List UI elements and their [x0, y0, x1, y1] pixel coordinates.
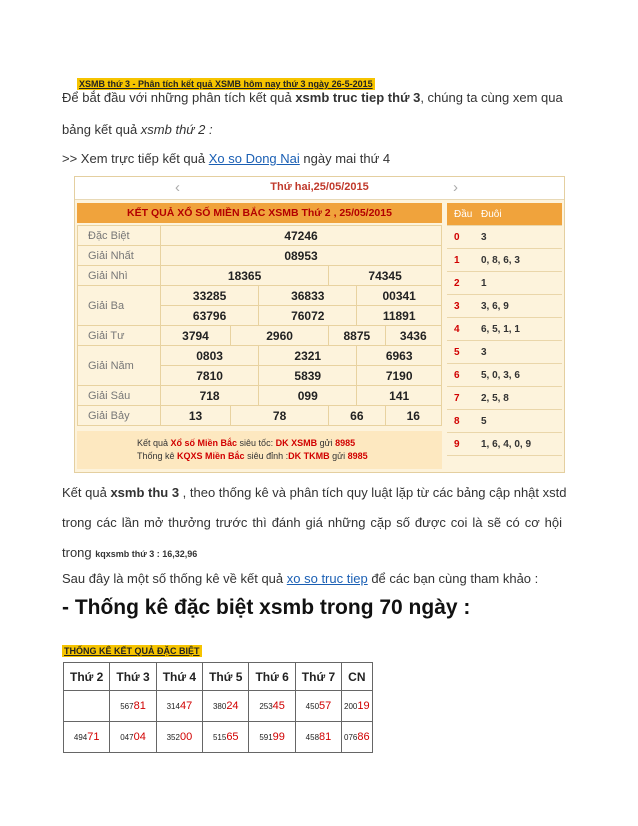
stats-heading: - Thống kê đặc biệt xsmb trong 70 ngày : [62, 596, 471, 619]
stats-header-cell: Thứ 3 [110, 663, 156, 691]
head-tail-table [447, 203, 562, 456]
third-prize: 11891 [357, 306, 442, 326]
head-tail-panel [447, 203, 562, 456]
row-giai-tu [78, 326, 442, 346]
head-digit: 6 [447, 364, 474, 387]
head-tail-row [447, 226, 562, 249]
stats-header-cell: Thứ 4 [156, 663, 202, 691]
first-prize: 08953 [161, 246, 442, 266]
result-text-2: trong các lần mở thưởng trước thì đánh giá những cặp số được coi là sẽ có cơ hội [62, 515, 562, 530]
footer-text: Kết quả [137, 438, 171, 448]
stats-label-text: THỐNG KÊ KẾT QUẢ ĐẶC BIỆT [64, 646, 200, 656]
stats-cell-prefix: 515 [212, 733, 227, 742]
row-giai-sau [78, 386, 442, 406]
stats-cell-prefix: 253 [259, 702, 273, 711]
watch-text: >> Xem trực tiếp kết quả [62, 151, 209, 166]
special-prize: 47246 [161, 226, 442, 246]
label-giai-nhat: Giải Nhất [78, 246, 161, 266]
stats-intro-text: Sau đây là một số thống kê về kết quả [62, 571, 287, 586]
fifth-prize: 7810 [161, 366, 259, 386]
intro-keyword: xsmb truc tiep thứ 3 [295, 90, 421, 105]
stats-cell [110, 691, 156, 722]
footer-text: gửi [329, 451, 348, 461]
stats-cell [156, 691, 202, 722]
result-text: Kết quả [62, 485, 111, 500]
stats-cell-tail: 24 [226, 700, 239, 712]
results-footer [77, 431, 442, 469]
fourth-prize: 3436 [385, 326, 441, 346]
stats-cell-tail: 81 [319, 731, 332, 743]
row-dac-biet [78, 226, 442, 246]
footer-number: 8985 [347, 451, 368, 461]
stats-cell-tail: 71 [87, 731, 100, 743]
intro2-text: bảng kết quả [62, 122, 141, 137]
stats-cell [64, 722, 110, 753]
article-title-text[interactable]: XSMB thứ 3 - Phân tích kết quả XSMB hôm nay thứ 3 ngày 26-5-2015 [79, 79, 373, 89]
footer-number: 8985 [335, 438, 356, 448]
stats-cell [64, 691, 110, 722]
intro2-italic: xsmb thứ 2 : [140, 122, 213, 137]
stats-cell-tail: 04 [133, 731, 146, 743]
fourth-prize: 3794 [161, 326, 231, 346]
stats-header-cell: Thứ 2 [64, 663, 110, 691]
stats-cell-prefix: 458 [305, 733, 320, 742]
result-text-end: , theo thống kê và phân tích quy luật lặp từ các bảng cập nhật xstd [179, 485, 567, 500]
footer-brand: KQXS Miền Bắc [177, 451, 245, 461]
head-tail-row [447, 387, 562, 410]
label-dac-biet: Đặc Biệt [78, 226, 161, 246]
stats-label [62, 641, 202, 659]
stats-header-cell: CN [342, 663, 372, 691]
tail-digits: 1, 6, 4, 0, 9 [474, 433, 562, 456]
stats-cell [203, 722, 249, 753]
xo-so-truc-tiep-link[interactable]: xo so truc tiep [286, 571, 368, 586]
row-giai-nhi [78, 266, 442, 286]
stats-cell-prefix: 494 [73, 733, 88, 742]
seventh-prize: 78 [230, 406, 328, 426]
stats-header-cell: Thứ 5 [203, 663, 249, 691]
results-image [74, 176, 565, 473]
stats-cell-tail: 19 [357, 700, 370, 712]
stats-cell-prefix: 047 [120, 733, 134, 742]
stats-header-cell: Thứ 7 [295, 663, 341, 691]
second-prize: 18365 [161, 266, 329, 286]
header-duoi: Đuôi [474, 203, 562, 226]
head-tail-row [447, 318, 562, 341]
third-prize: 76072 [259, 306, 357, 326]
row-giai-bay [78, 406, 442, 426]
head-digit: 2 [447, 272, 474, 295]
stats-cell [110, 722, 156, 753]
head-digit: 1 [447, 249, 474, 272]
stats-cell [203, 691, 249, 722]
tail-digits: 0, 8, 6, 3 [474, 249, 562, 272]
result-line-1 [62, 485, 566, 500]
head-tail-row [447, 341, 562, 364]
stats-cell-tail: 81 [133, 700, 146, 712]
footer-text: Thống kê [137, 451, 178, 461]
predicted-numbers: kqxsmb thứ 3 : 16,32,96 [95, 549, 198, 559]
footer-brand: Xổ số Miền Bắc [170, 438, 238, 448]
watch-line [62, 151, 390, 166]
footer-code: DK TKMB [288, 451, 330, 461]
stats-cell-prefix: 314 [166, 702, 180, 711]
stats-cell [156, 722, 202, 753]
head-tail-row [447, 364, 562, 387]
row-giai-ba-1 [78, 286, 442, 306]
label-giai-tu: Giải Tư [78, 326, 161, 346]
tail-digits: 3 [474, 226, 562, 249]
sixth-prize: 718 [161, 386, 259, 406]
head-tail-row [447, 295, 562, 318]
head-digit: 3 [447, 295, 474, 318]
stats-cell-prefix: 380 [212, 702, 227, 711]
intro-line-1 [62, 90, 563, 105]
footer-line-2 [77, 450, 442, 463]
row-giai-nam-1 [78, 346, 442, 366]
tail-digits: 3 [474, 341, 562, 364]
stats-intro-end: để các bạn cùng tham khảo : [367, 571, 539, 586]
tail-digits: 1 [474, 272, 562, 295]
head-tail-row [447, 249, 562, 272]
watch-text-end: ngày mai thứ 4 [299, 151, 391, 166]
stats-cell-tail: 57 [319, 700, 332, 712]
tail-digits: 5 [474, 410, 562, 433]
intro-line-2 [62, 122, 213, 137]
label-giai-nam: Giải Năm [78, 346, 161, 386]
stats-cell [295, 691, 341, 722]
footer-text: siêu tốc: [237, 438, 276, 448]
third-prize: 63796 [161, 306, 259, 326]
stats-cell-tail: 45 [272, 700, 285, 712]
stats-row [64, 691, 373, 722]
stats-cell [249, 691, 295, 722]
stats-cell-tail: 00 [179, 731, 193, 743]
head-tail-row [447, 410, 562, 433]
intro-text-end: , chúng ta cùng xem qua [420, 90, 563, 105]
tail-digits: 6, 5, 1, 1 [474, 318, 562, 341]
footer-text: gửi [317, 438, 336, 448]
stats-cell-tail: 65 [226, 731, 239, 743]
fourth-prize: 2960 [230, 326, 328, 346]
header-dau: Đầu [447, 203, 474, 226]
second-prize: 74345 [329, 266, 442, 286]
fourth-prize: 8875 [329, 326, 385, 346]
fifth-prize: 5839 [259, 366, 357, 386]
result-text-3: trong [62, 545, 96, 560]
tail-digits: 2, 5, 8 [474, 387, 562, 410]
stats-header-row [64, 663, 373, 691]
label-giai-nhi: Giải Nhì [78, 266, 161, 286]
head-tail-row [447, 433, 562, 456]
fifth-prize: 0803 [161, 346, 259, 366]
results-table [77, 225, 442, 426]
label-giai-ba: Giải Ba [78, 286, 161, 326]
stats-cell-prefix: 352 [166, 733, 180, 742]
stats-intro-line [62, 571, 538, 586]
footer-code: DK XSMB [275, 438, 318, 448]
head-tail-row [447, 272, 562, 295]
fifth-prize: 2321 [259, 346, 357, 366]
stats-cell-tail: 47 [179, 700, 193, 712]
stats-cell-prefix: 450 [305, 702, 320, 711]
stats-cell [249, 722, 295, 753]
label-giai-sau: Giải Sáu [78, 386, 161, 406]
result-line-2 [62, 515, 562, 530]
fifth-prize: 7190 [357, 366, 442, 386]
xo-so-dong-nai-link[interactable]: Xo so Dong Nai [208, 151, 300, 166]
row-giai-nhat [78, 246, 442, 266]
footer-line-1 [77, 431, 442, 450]
head-digit: 0 [447, 226, 474, 249]
intro-text: Để bắt đầu với những phân tích kết quả [62, 90, 296, 105]
third-prize: 36833 [259, 286, 357, 306]
result-line-3 [62, 545, 197, 560]
stats-cell [295, 722, 341, 753]
stats-cell-tail: 99 [272, 731, 285, 743]
label-giai-bay: Giải Bảy [78, 406, 161, 426]
results-header: KẾT QUẢ XỔ SỐ MIỀN BẮC XSMB Thứ 2 , 25/05/2015 [77, 203, 442, 223]
seventh-prize: 16 [385, 406, 441, 426]
results-date: Thứ hai,25/05/2015 [270, 181, 369, 193]
head-digit: 8 [447, 410, 474, 433]
stats-cell-prefix: 567 [120, 702, 134, 711]
tail-digits: 5, 0, 3, 6 [474, 364, 562, 387]
head-tail-header [447, 203, 562, 226]
stats-row [64, 722, 373, 753]
fifth-prize: 6963 [357, 346, 442, 366]
prev-day-icon[interactable]: ‹ [175, 179, 180, 196]
third-prize: 00341 [357, 286, 442, 306]
head-digit: 7 [447, 387, 474, 410]
tail-digits: 3, 6, 9 [474, 295, 562, 318]
result-keyword: xsmb thu 3 [110, 485, 180, 500]
head-digit: 9 [447, 433, 474, 456]
sixth-prize: 141 [357, 386, 442, 406]
stats-cell [342, 691, 372, 722]
stats-cell-prefix: 076 [344, 733, 358, 742]
stats-cell-prefix: 591 [259, 733, 273, 742]
footer-text: siêu đỉnh : [244, 451, 289, 461]
stats-cell-tail: 86 [357, 731, 370, 743]
seventh-prize: 13 [161, 406, 231, 426]
sixth-prize: 099 [259, 386, 357, 406]
head-digit: 5 [447, 341, 474, 364]
third-prize: 33285 [161, 286, 259, 306]
special-stats-table [63, 662, 373, 753]
stats-cell [342, 722, 372, 753]
results-date-bar [75, 177, 564, 200]
head-digit: 4 [447, 318, 474, 341]
stats-cell-prefix: 200 [344, 702, 358, 711]
stats-header-cell: Thứ 6 [249, 663, 295, 691]
next-day-icon[interactable]: › [453, 179, 458, 196]
seventh-prize: 66 [329, 406, 385, 426]
